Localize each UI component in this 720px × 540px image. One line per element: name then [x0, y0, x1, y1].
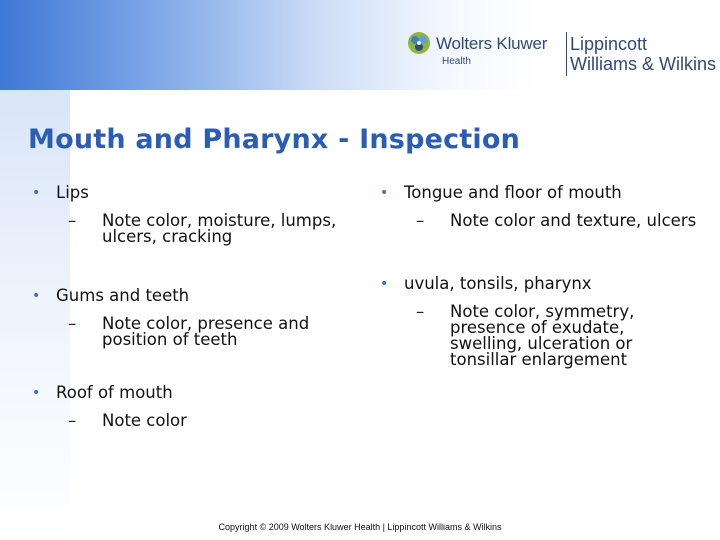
sub-bullet-text: Note color, moisture, lumps, ulcers, cracking: [102, 211, 337, 246]
right-column: [378, 182, 708, 368]
bullet-label: uvula, tonsils, pharynx: [404, 274, 592, 293]
dash-icon: –: [416, 211, 425, 230]
lww-line-2: Williams & Wilkins: [570, 54, 716, 74]
dash-icon: –: [416, 302, 425, 321]
bullet-icon: •: [32, 185, 41, 201]
sub-bullet-text: Note color and texture, ulcers: [450, 211, 697, 230]
sub-bullet-item: [30, 413, 360, 429]
dash-icon: –: [68, 411, 77, 430]
brand-name: Wolters Kluwer: [436, 34, 548, 53]
bullet-item: [30, 182, 360, 204]
sub-bullet-item: [30, 316, 360, 348]
bullet-label: Gums and teeth: [56, 286, 190, 305]
bullet-item: [30, 285, 360, 307]
globe-icon: [406, 30, 432, 56]
sub-bullet-text: Note color: [102, 411, 187, 430]
copyright-footer: Copyright © 2009 Wolters Kluwer Health | Lippincott Williams & Wilkins: [218, 522, 502, 532]
sub-bullet-item: [30, 213, 360, 245]
sub-bullet-item: [378, 213, 708, 229]
bullet-item: [30, 382, 360, 404]
bullet-icon: •: [380, 276, 389, 292]
bullet-label: Tongue and floor of mouth: [404, 183, 622, 202]
bullet-icon: •: [380, 185, 389, 201]
bullet-icon: •: [32, 288, 41, 304]
dash-icon: –: [68, 314, 77, 333]
sub-bullet-text: Note color, symmetry, presence of exudate, swelling, ulceration or tonsillar enlargement: [450, 302, 635, 369]
brand-subtitle: Health: [442, 56, 471, 67]
bullet-item: [378, 182, 708, 204]
bullet-label: Roof of mouth: [56, 383, 173, 402]
lww-line-1: Lippincott: [570, 34, 648, 54]
bullet-label: Lips: [56, 183, 89, 202]
dash-icon: –: [68, 211, 77, 230]
slide-title: Mouth and Pharynx - Inspection: [28, 124, 521, 155]
logo-divider: [566, 32, 567, 76]
sub-bullet-text: Note color, presence and position of teeth: [102, 314, 310, 349]
bullet-icon: •: [32, 385, 41, 401]
bullet-item: [378, 273, 708, 295]
sub-bullet-item: [378, 304, 708, 368]
left-column: [30, 182, 360, 429]
